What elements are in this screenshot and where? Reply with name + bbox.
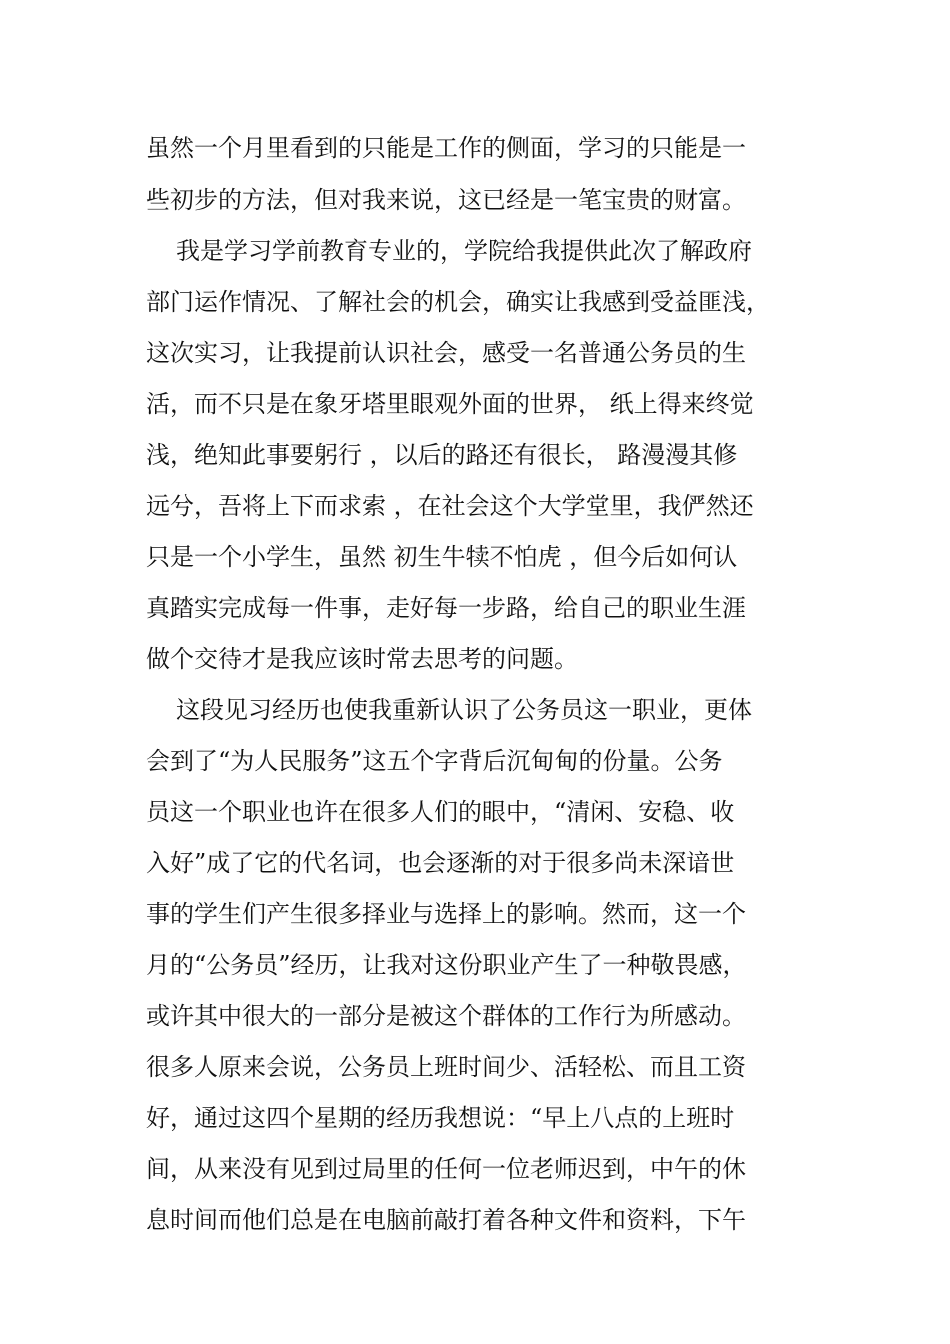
paragraph-first-line: 这段见习经历也使我重新认识了公务员这一职业，更体 xyxy=(176,696,752,724)
text-line: 部门运作情况、了解社会的机会，确实让我感到受益匪浅， xyxy=(146,288,770,316)
text-line: 只是一个小学生，虽然 初生牛犊不怕虎 ，但今后如何认 xyxy=(146,543,738,571)
text-line: 入好”成了它的代名词，也会逐渐的对于很多尚未深谙世 xyxy=(146,849,735,877)
text-line: 会到了“为人民服务”这五个字背后沉甸甸的份量。公务 xyxy=(146,747,723,775)
text-line: 这次实习，让我提前认识社会，感受一名普通公务员的生 xyxy=(146,339,746,367)
text-line: 好，通过这四个星期的经历我想说：“早上八点的上班时 xyxy=(146,1104,735,1132)
text-line: 做个交待才是我应该时常去思考的问题。 xyxy=(146,645,578,673)
text-line: 些初步的方法，但对我来说，这已经是一笔宝贵的财富。 xyxy=(146,186,746,214)
text-line: 活，而不只是在象牙塔里眼观外面的世界， 纸上得来终觉 xyxy=(146,390,754,418)
text-line: 真踏实完成每一件事，走好每一步路，给自己的职业生涯 xyxy=(146,594,746,622)
text-line: 间，从来没有见到过局里的任何一位老师迟到，中午的休 xyxy=(146,1155,746,1183)
text-line: 虽然一个月里看到的只能是工作的侧面，学习的只能是一 xyxy=(146,134,746,162)
text-line: 月的“公务员”经历，让我对这份职业产生了一种敬畏感， xyxy=(146,951,747,979)
text-line: 浅，绝知此事要躬行 ，以后的路还有很长， 路漫漫其修 xyxy=(146,441,738,469)
text-line: 远兮，吾将上下而求索 ，在社会这个大学堂里，我俨然还 xyxy=(146,492,754,520)
text-line: 息时间而他们总是在电脑前敲打着各种文件和资料，下午 xyxy=(146,1206,746,1234)
text-line: 员这一个职业也许在很多人们的眼中，“清闲、安稳、收 xyxy=(146,798,735,826)
text-line: 事的学生们产生很多择业与选择上的影响。然而，这一个 xyxy=(146,900,746,928)
text-line: 很多人原来会说，公务员上班时间少、活轻松、而且工资 xyxy=(146,1053,746,1081)
paragraph-first-line: 我是学习学前教育专业的，学院给我提供此次了解政府 xyxy=(176,237,752,265)
text-line: 或许其中很大的一部分是被这个群体的工作行为所感动。 xyxy=(146,1002,746,1030)
